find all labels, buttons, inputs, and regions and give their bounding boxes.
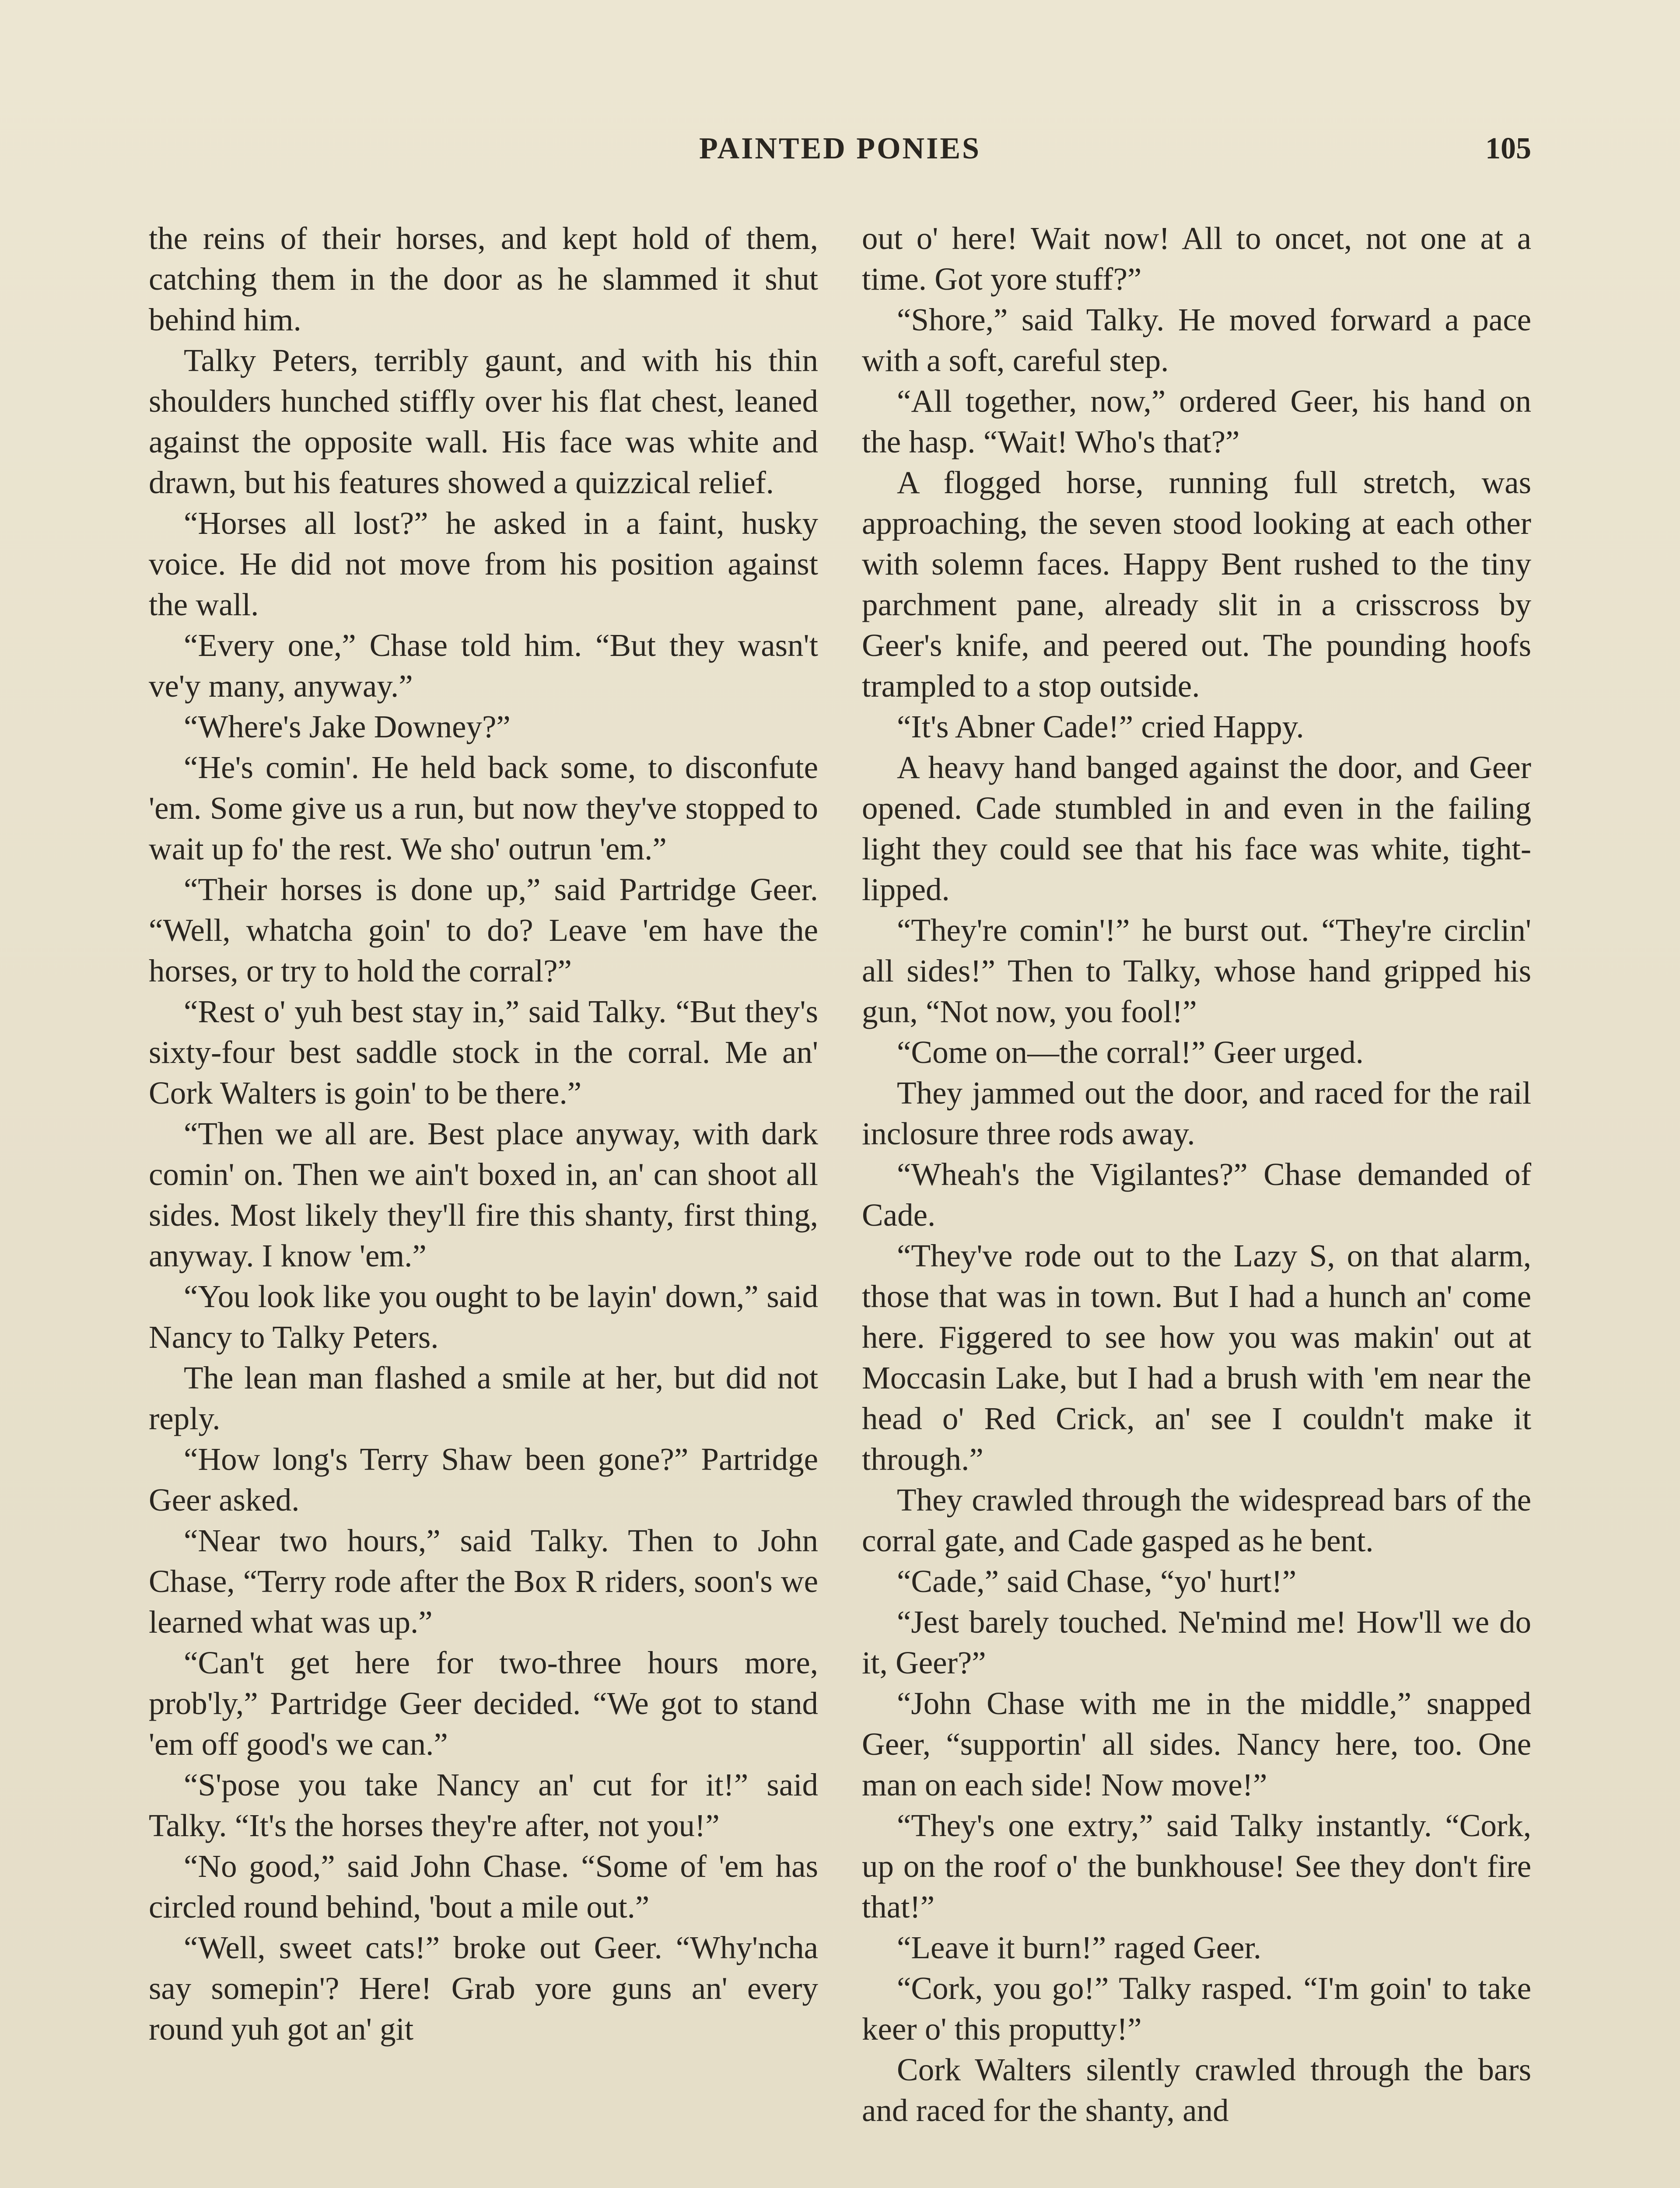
paragraph: “No good,” said John Chase. “Some of 'em has circled round behind, 'bout a mile out.” xyxy=(149,1848,818,1925)
paragraph: “John Chase with me in the middle,” snapped Geer, “supportin' all sides. Nancy here, too. One man on each side! Now move!” xyxy=(862,1686,1531,1802)
paragraph: “He's comin'. He held back some, to disconfute 'em. Some give us a run, but now they've stopped to wait up fo' the rest. We sho' outrun 'em.” xyxy=(149,750,818,866)
paragraph: “Leave it burn!” raged Geer. xyxy=(897,1930,1261,1965)
paragraph: They jammed out the door, and raced for the rail inclosure three rods away. xyxy=(862,1075,1531,1151)
paragraph: “Then we all are. Best place anyway, with dark comin' on. Then we ain't boxed in, an' can shoot all sides. Most likely they'll fire this shanty, first thing, anyway. I know 'em.” xyxy=(149,1116,818,1273)
paragraph: Cork Walters silently crawled through the bars and raced for the shanty, and xyxy=(862,2052,1531,2128)
paragraph: The lean man flashed a smile at her, but did not reply. xyxy=(149,1360,818,1436)
text-columns xyxy=(149,218,1531,2188)
running-title: PAINTED PONIES xyxy=(699,132,981,165)
paragraph: “S'pose you take Nancy an' cut for it!” said Talky. “It's the horses they're after, not you!” xyxy=(149,1767,818,1843)
paragraph: “Cork, you go!” Talky rasped. “I'm goin' to take keer o' this proputty!” xyxy=(862,1971,1531,2047)
paragraph: the reins of their horses, and kept hold of them, catching them in the door as he slammed it shut behind him. xyxy=(149,221,818,337)
paragraph: “Cade,” said Chase, “yo' hurt!” xyxy=(897,1564,1297,1599)
paragraph: “They've rode out to the Lazy S, on that alarm, those that was in town. But I had a hunch an' come here. Figgered to see how you was makin' out at Moccasin Lake, but I had a brush with 'em near the head o' Red Crick, an' see I couldn't make it through.” xyxy=(862,1238,1531,1477)
paragraph: “All together, now,” ordered Geer, his hand on the hasp. “Wait! Who's that?” xyxy=(862,383,1531,459)
paragraph: “How long's Terry Shaw been gone?” Partridge Geer asked. xyxy=(149,1441,818,1518)
paragraph: “Wheah's the Vigilantes?” Chase demanded of Cade. xyxy=(862,1157,1531,1233)
paragraph: They crawled through the widespread bars of the corral gate, and Cade gasped as he bent. xyxy=(862,1482,1531,1558)
paragraph: “Horses all lost?” he asked in a faint, husky voice. He did not move from his position against the wall. xyxy=(149,505,818,622)
paragraph: “Their horses is done up,” said Partridge Geer. “Well, whatcha goin' to do? Leave 'em have the horses, or try to hold the corral?” xyxy=(149,872,818,989)
paragraph: A flogged horse, running full stretch, was approaching, the seven stood looking at each other with solemn faces. Happy Bent rushed to the tiny parchment pane, already slit in a crisscross by Geer's knife, and peered out. The pounding hoofs trampled to a stop outside. xyxy=(862,465,1531,704)
paragraph: “Rest o' yuh best stay in,” said Talky. “But they's sixty-four best saddle stock in the corral. Me an' Cork Walters is goin' to be there.” xyxy=(149,994,818,1111)
page-number: 105 xyxy=(1485,132,1531,165)
paragraph: “You look like you ought to be layin' down,” said Nancy to Talky Peters. xyxy=(149,1279,818,1355)
paragraph: “Jest barely touched. Ne'mind me! How'll we do it, Geer?” xyxy=(862,1604,1531,1680)
paragraph: “It's Abner Cade!” cried Happy. xyxy=(897,709,1304,744)
paragraph: “Every one,” Chase told him. “But they wasn't ve'y many, anyway.” xyxy=(149,628,818,704)
paragraph: A heavy hand banged against the door, and Geer opened. Cade stumbled in and even in the failing light they could see that his face was white, tight-lipped. xyxy=(862,750,1531,907)
paragraph: “Well, sweet cats!” broke out Geer. “Why'ncha say somepin'? Here! Grab yore guns an' every round yuh got an' git xyxy=(149,1930,818,2047)
left-column xyxy=(149,218,818,2188)
paragraph: “They're comin'!” he burst out. “They're circlin' all sides!” Then to Talky, whose hand gripped his gun, “Not now, you fool!” xyxy=(862,912,1531,1029)
paragraph: “Near two hours,” said Talky. Then to John Chase, “Terry rode after the Box R riders, soon's we learned what was up.” xyxy=(149,1523,818,1640)
paragraph: “Shore,” said Talky. He moved forward a pace with a soft, careful step. xyxy=(862,302,1531,378)
paragraph: “Come on—the corral!” Geer urged. xyxy=(897,1034,1364,1070)
running-head xyxy=(149,131,1531,179)
paragraph: “Where's Jake Downey?” xyxy=(184,709,511,744)
paragraph: out o' here! Wait now! All to oncet, not one at a time. Got yore stuff?” xyxy=(862,221,1531,297)
paragraph: Talky Peters, terribly gaunt, and with his thin shoulders hunched stiffly over his flat chest, leaned against the opposite wall. His face was white and drawn, but his features showed a quizzical relief. xyxy=(149,343,818,500)
right-column xyxy=(862,218,1531,2188)
paragraph: “They's one extry,” said Talky instantly. “Cork, up on the roof o' the bunkhouse! See they don't fire that!” xyxy=(862,1808,1531,1925)
paragraph: “Can't get here for two-three hours more, prob'ly,” Partridge Geer decided. “We got to stand 'em off good's we can.” xyxy=(149,1645,818,1762)
